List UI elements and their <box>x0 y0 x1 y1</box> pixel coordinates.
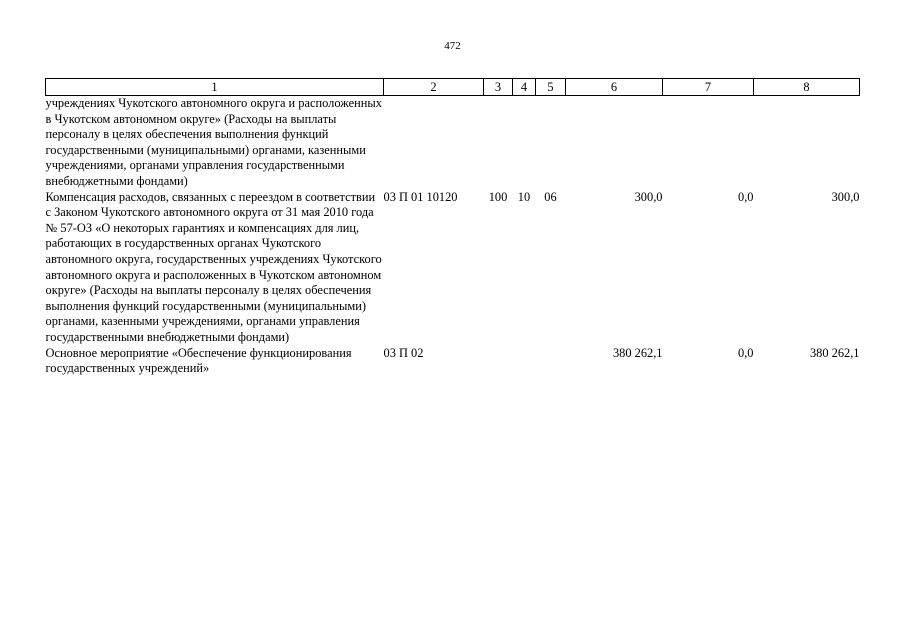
header-col-3: 3 <box>484 79 513 96</box>
row-col-7: 0,0 <box>738 189 754 204</box>
row-col-8: 380 262,1 <box>809 345 860 360</box>
header-col-5: 5 <box>536 79 566 96</box>
row-col-5 <box>536 346 566 377</box>
row-col-4 <box>513 346 536 377</box>
row-code: 03 П 02 <box>383 345 424 360</box>
row-col-6: 300,0 <box>634 189 663 204</box>
header-col-4: 4 <box>513 79 536 96</box>
row-col-6: 380 262,1 <box>612 345 663 360</box>
header-col-7: 7 <box>663 79 754 96</box>
row-col-6 <box>566 96 663 190</box>
row-col-3 <box>484 96 513 190</box>
table-row <box>46 190 860 346</box>
budget-table <box>45 78 860 377</box>
row-code: 03 П 01 10120 <box>383 189 458 204</box>
page-number: 472 <box>444 40 461 52</box>
row-name: Компенсация расходов, связанных с переездом в соответствии с Законом Чукотского автономного округа от 31 мая 2010 года № 57-ОЗ «О некоторых гарантиях и компенсациях для лиц, работающих в государственных органах Чукотского автономного округа, государственных учреждениях Чукотского автономного округа и расположенных в Чукотском автономном округе» (Расходы на выплаты персоналу в целях обеспечения выполнения функций государственными (муниципальными) органами, казенными учреждениями, органами управления государственными внебюджетными фондами) <box>45 189 382 344</box>
row-code <box>384 96 484 190</box>
header-col-1: 1 <box>46 79 384 96</box>
table-row <box>46 346 860 377</box>
row-name: Основное мероприятие «Обеспечение функционирования государственных учреждений» <box>45 345 352 376</box>
row-name: учреждениях Чукотского автономного округа и расположенных в Чукотском автономном округе» (Расходы на выплаты персоналу в целях обеспечения выполнения функций государственными (муниципальными) органами, казенными учреждениями, органами управления государственными внебюджетными фондами) <box>45 96 382 188</box>
row-col-4: 10 <box>517 189 531 204</box>
row-col-5 <box>536 96 566 190</box>
row-col-3: 100 <box>488 189 508 204</box>
table-header-row <box>46 79 860 96</box>
row-col-7 <box>663 96 754 190</box>
header-col-8: 8 <box>754 79 860 96</box>
header-col-6: 6 <box>566 79 663 96</box>
header-col-2: 2 <box>384 79 484 96</box>
row-col-3 <box>484 346 513 377</box>
row-col-8: 300,0 <box>831 189 860 204</box>
row-col-4 <box>513 96 536 190</box>
row-col-8 <box>754 96 860 190</box>
row-col-5: 06 <box>544 189 557 204</box>
table-row <box>46 96 860 190</box>
row-col-7: 0,0 <box>738 345 754 360</box>
